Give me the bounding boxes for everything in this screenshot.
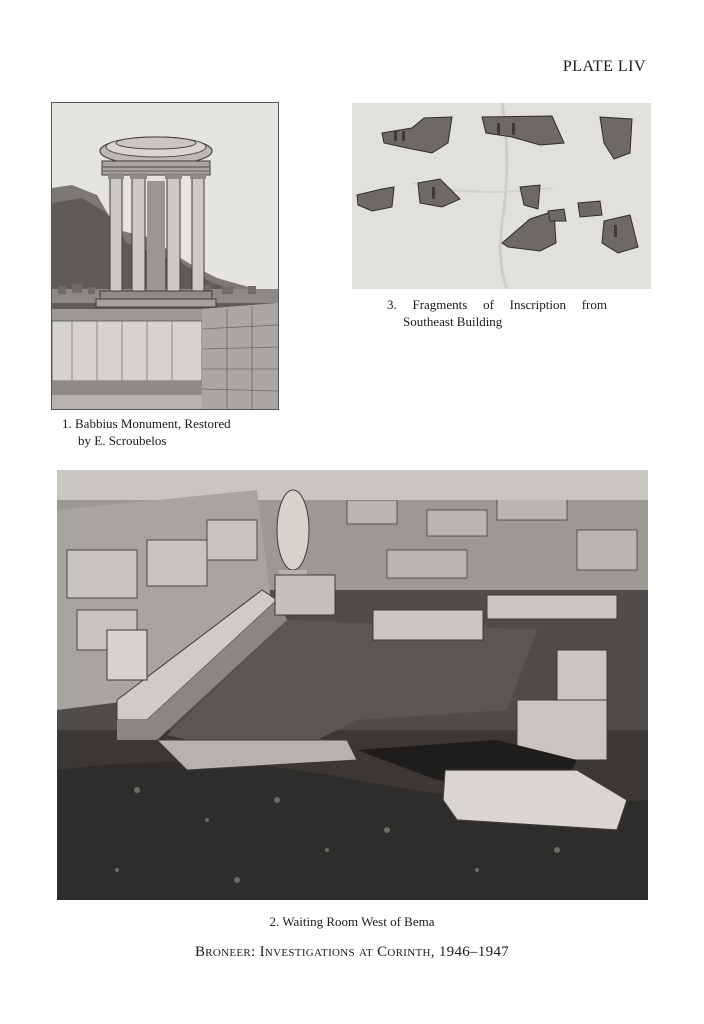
plate-number: PLATE LIV	[562, 58, 646, 75]
fig3-caption-word: of	[483, 297, 494, 312]
babbius-monument-drawing	[51, 102, 279, 410]
fig2-number: 2.	[269, 914, 280, 929]
fig3-number: 3.	[387, 297, 397, 312]
fig3-caption-word: from	[581, 297, 607, 312]
fig3-caption-word: Inscription	[509, 297, 566, 312]
fig1-caption-line2: by E. Scroubelos	[78, 433, 167, 448]
fig3-caption-word: Fragments	[412, 297, 468, 312]
footer-author: Broneer	[194, 944, 252, 960]
footer-title: Investigations at Corinth,	[259, 944, 435, 960]
footer-years: 1946–1947	[438, 944, 510, 960]
caption-fig2	[0, 913, 704, 930]
page-footer	[0, 944, 704, 961]
fig1-caption-line1: Babbius Monument, Restored	[75, 416, 231, 431]
fig3-caption-line2: Southeast Building	[403, 314, 503, 329]
waiting-room-photo	[57, 470, 648, 900]
caption-fig3	[387, 296, 607, 330]
fig1-number: 1.	[62, 416, 72, 431]
footer-separator: :	[251, 944, 256, 960]
caption-fig1	[62, 415, 272, 449]
inscription-fragments-photo	[352, 103, 651, 289]
fig2-caption: Waiting Room West of Bema	[282, 914, 435, 929]
